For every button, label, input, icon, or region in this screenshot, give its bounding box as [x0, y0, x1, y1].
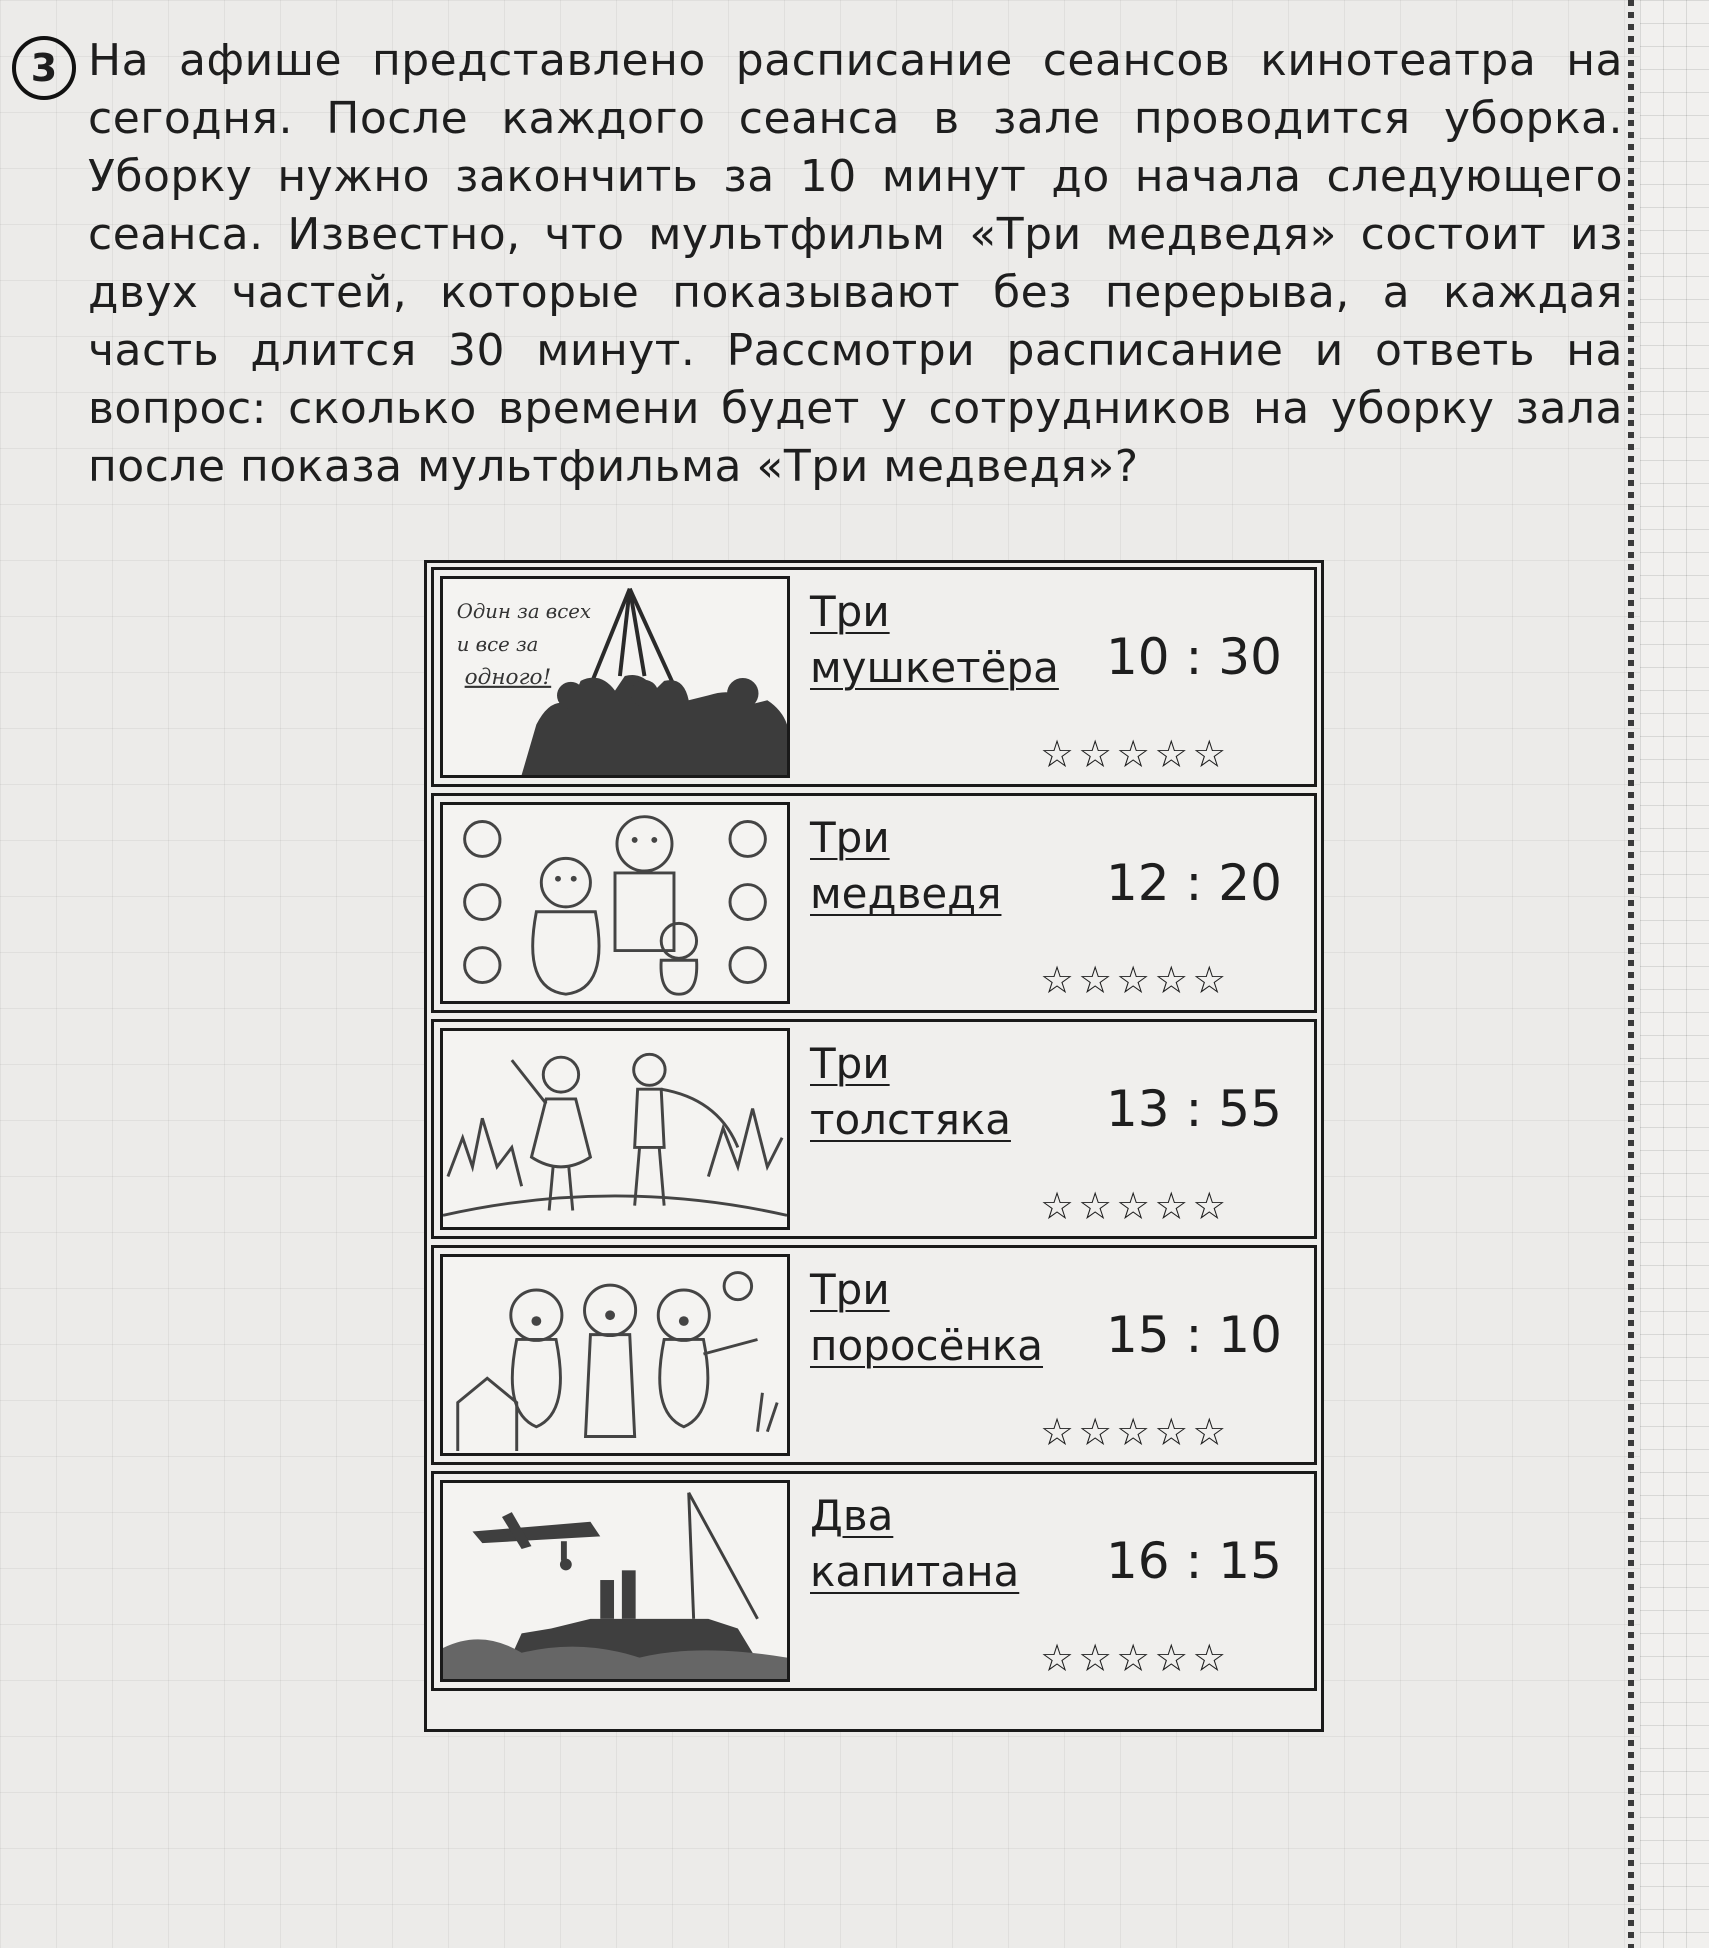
poster-caption-line: одного! [464, 664, 552, 690]
poster-caption-line: Один за всех [456, 599, 591, 623]
showtime: 16 : 15 [1106, 1532, 1282, 1590]
rating-stars: ☆☆☆☆☆ [1040, 732, 1231, 776]
schedule-row [431, 567, 1317, 787]
rating-stars: ☆☆☆☆☆ [1040, 1184, 1231, 1228]
rating-stars: ☆☆☆☆☆ [1040, 1636, 1231, 1680]
showtime: 10 : 30 [1106, 628, 1282, 686]
movie-title: Три поросёнка [810, 1265, 1044, 1370]
rating-stars: ☆☆☆☆☆ [1040, 1410, 1231, 1454]
showtime: 12 : 20 [1106, 854, 1282, 912]
three-piglets-poster-image [440, 1254, 790, 1456]
schedule-row [431, 1471, 1317, 1691]
movie-title: Три медведя [810, 813, 1002, 918]
movie-title: Три толстяка [810, 1039, 1011, 1144]
graph-paper-margin [1640, 0, 1709, 1948]
task-text: На афише представлено расписание сеансов кинотеатра на сегодня. После каждого сеанса в зале проводится уборка. Уборку нужно закончить за 10 минут до начала следующего сеанса. Известно, что мультфильм «Три медведя» состоит из двух частей, которые показывают без перерыва, а каждая часть длится 30 минут. Рассмотри расписание и ответь на вопрос: сколько времени будет у сотрудников на уборку зала после показа мультфильма «Три медведя»? [88, 35, 1623, 492]
showtime: 13 : 55 [1106, 1080, 1282, 1138]
movie-title: Три мушкетёра [810, 587, 1059, 692]
schedule-row [431, 793, 1317, 1013]
schedule-row [431, 1019, 1317, 1239]
task-number-badge [12, 36, 76, 100]
showtime: 15 : 10 [1106, 1306, 1282, 1364]
three-bears-poster-image [440, 802, 790, 1004]
perforation-line [1628, 0, 1634, 1948]
cinema-schedule-poster [424, 560, 1324, 1732]
task-number: 3 [30, 46, 58, 90]
poster-caption-line: и все за [456, 632, 539, 656]
two-captains-poster-image [440, 1480, 790, 1682]
movie-title: Два капитана [810, 1491, 1020, 1596]
rating-stars: ☆☆☆☆☆ [1040, 958, 1231, 1002]
schedule-row [431, 1245, 1317, 1465]
musketeers-poster-image [440, 576, 790, 778]
three-fat-men-poster-image [440, 1028, 790, 1230]
